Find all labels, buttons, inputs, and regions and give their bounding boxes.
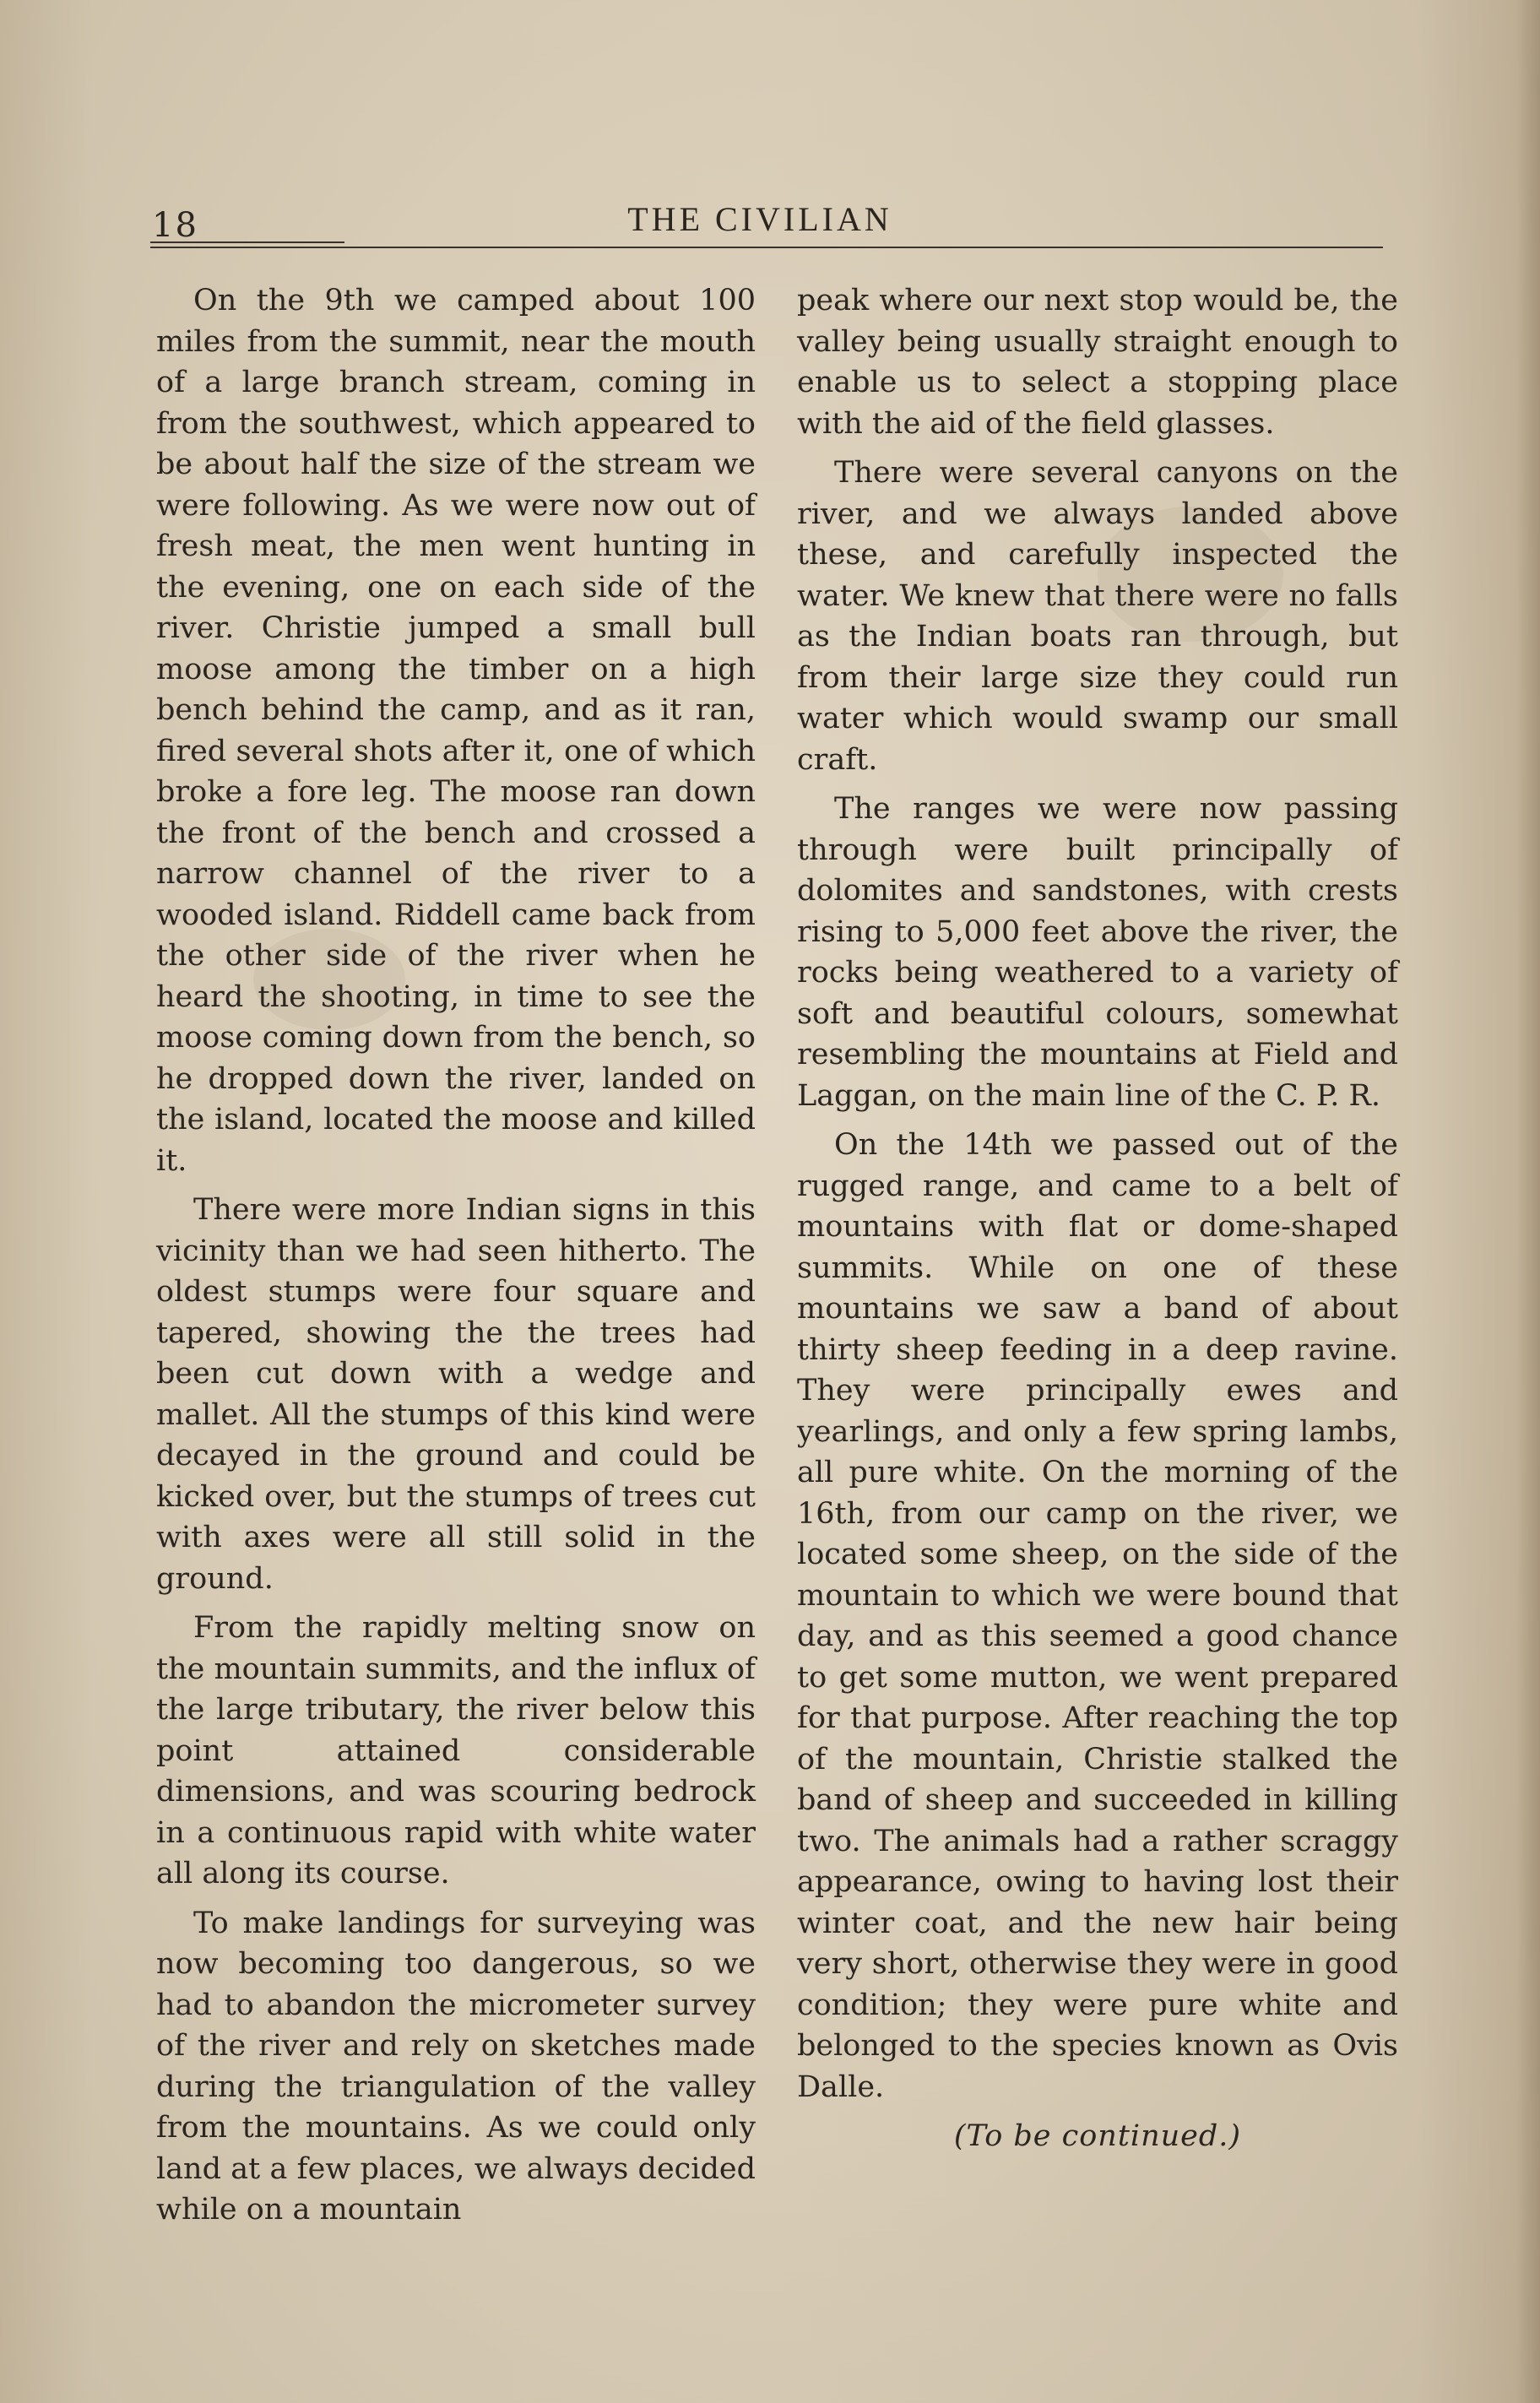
paragraph: On the 14th we passed out of the rugged range, and came to a belt of mountains with flat or dome-shaped summits. While on one of these mountains we saw a band of about thirty sheep feeding in a deep ravine. They were principally ewes and yearlings, and only a few spring lambs, all pure white. On the morning of the 16th, from our camp on the river, we located some sheep, on the side of the mountain to which we were bound that day, and as this seemed a good chance to get some mutton, we went prepared for that purpose. After reaching the top of the mountain, Christie stalked the band of sheep and succeeded in killing two. The animals had a rather scraggy appearance, owing to having lost their winter coat, and the new hair being very short, otherwise they were in good condition; they were pure white and belonged to the species known as Ovis Dalle. <box>797 1128 1398 2104</box>
to-be-continued-note: (To be continued.) <box>953 2119 1242 2153</box>
paragraph: There were more Indian signs in this vicinity than we had seen hitherto. The oldest stumps were four square and tapered, showing the the trees had been cut down with a wedge and mallet. All the stumps of this kind were decayed in the ground and could be kicked over, but the stumps of trees cut with axes were all still solid in the ground. <box>156 1193 756 1596</box>
left-column <box>156 280 756 2239</box>
paragraph: To make landings for surveying was now becoming too dangerous, so we had to abandon the micrometer survey of the river and rely on sketches made during the triangulation of the valley from the mountains. As we could only land at a few places, we always decided while on a mountain <box>156 1906 756 2227</box>
paragraph: There were several canyons on the river, and we always landed above these, and carefully inspected the water. We knew that there were no falls as the Indian boats ran through, but from their large size they could run water which would swamp our small craft. <box>797 456 1398 777</box>
paragraph: From the rapidly melting snow on the mountain summits, and the influx of the large tributary, the river below this point attained considerable dimensions, and was scouring bedrock in a continuous rapid with white water all along its course. <box>156 1611 756 1890</box>
right-column <box>797 280 1398 2166</box>
page-number: 18 <box>152 206 198 245</box>
header-rule-left <box>150 241 344 243</box>
paragraph: The ranges we were now passing through were built principally of dolomites and sandstones, with crests rising to 5,000 feet above the river, the rocks being weathered to a variety of soft and beautiful colours, somewhat resembling the mountains at Field and Laggan, on the main line of the C. P. R. <box>797 792 1398 1113</box>
page-edge-shadow <box>1516 0 1540 2403</box>
journal-title: THE CIVILIAN <box>627 200 892 238</box>
paragraph-continuation: peak where our next stop would be, the valley being usually straight enough to enable us to select a stopping place with the aid of the field glasses. <box>797 284 1398 441</box>
paragraph: On the 9th we camped about 100 miles from the summit, near the mouth of a large branch stream, coming in from the southwest, which appeared to be about half the size of the stream we were following. As we were now out of fresh meat, the men went hunting in the evening, one on each side of the river. Christie jumped a small bull moose among the timber on a high bench behind the camp, and as it ran, fired several shots after it, one of which broke a fore leg. The moose ran down the front of the bench and crossed a narrow channel of the river to a wooded island. Riddell came back from the other side of the river when he heard the shooting, in time to see the moose coming down from the bench, so he dropped down the river, landed on the island, located the moose and killed it. <box>156 284 756 1178</box>
header-rule <box>150 247 1383 248</box>
page-header <box>135 194 1385 253</box>
